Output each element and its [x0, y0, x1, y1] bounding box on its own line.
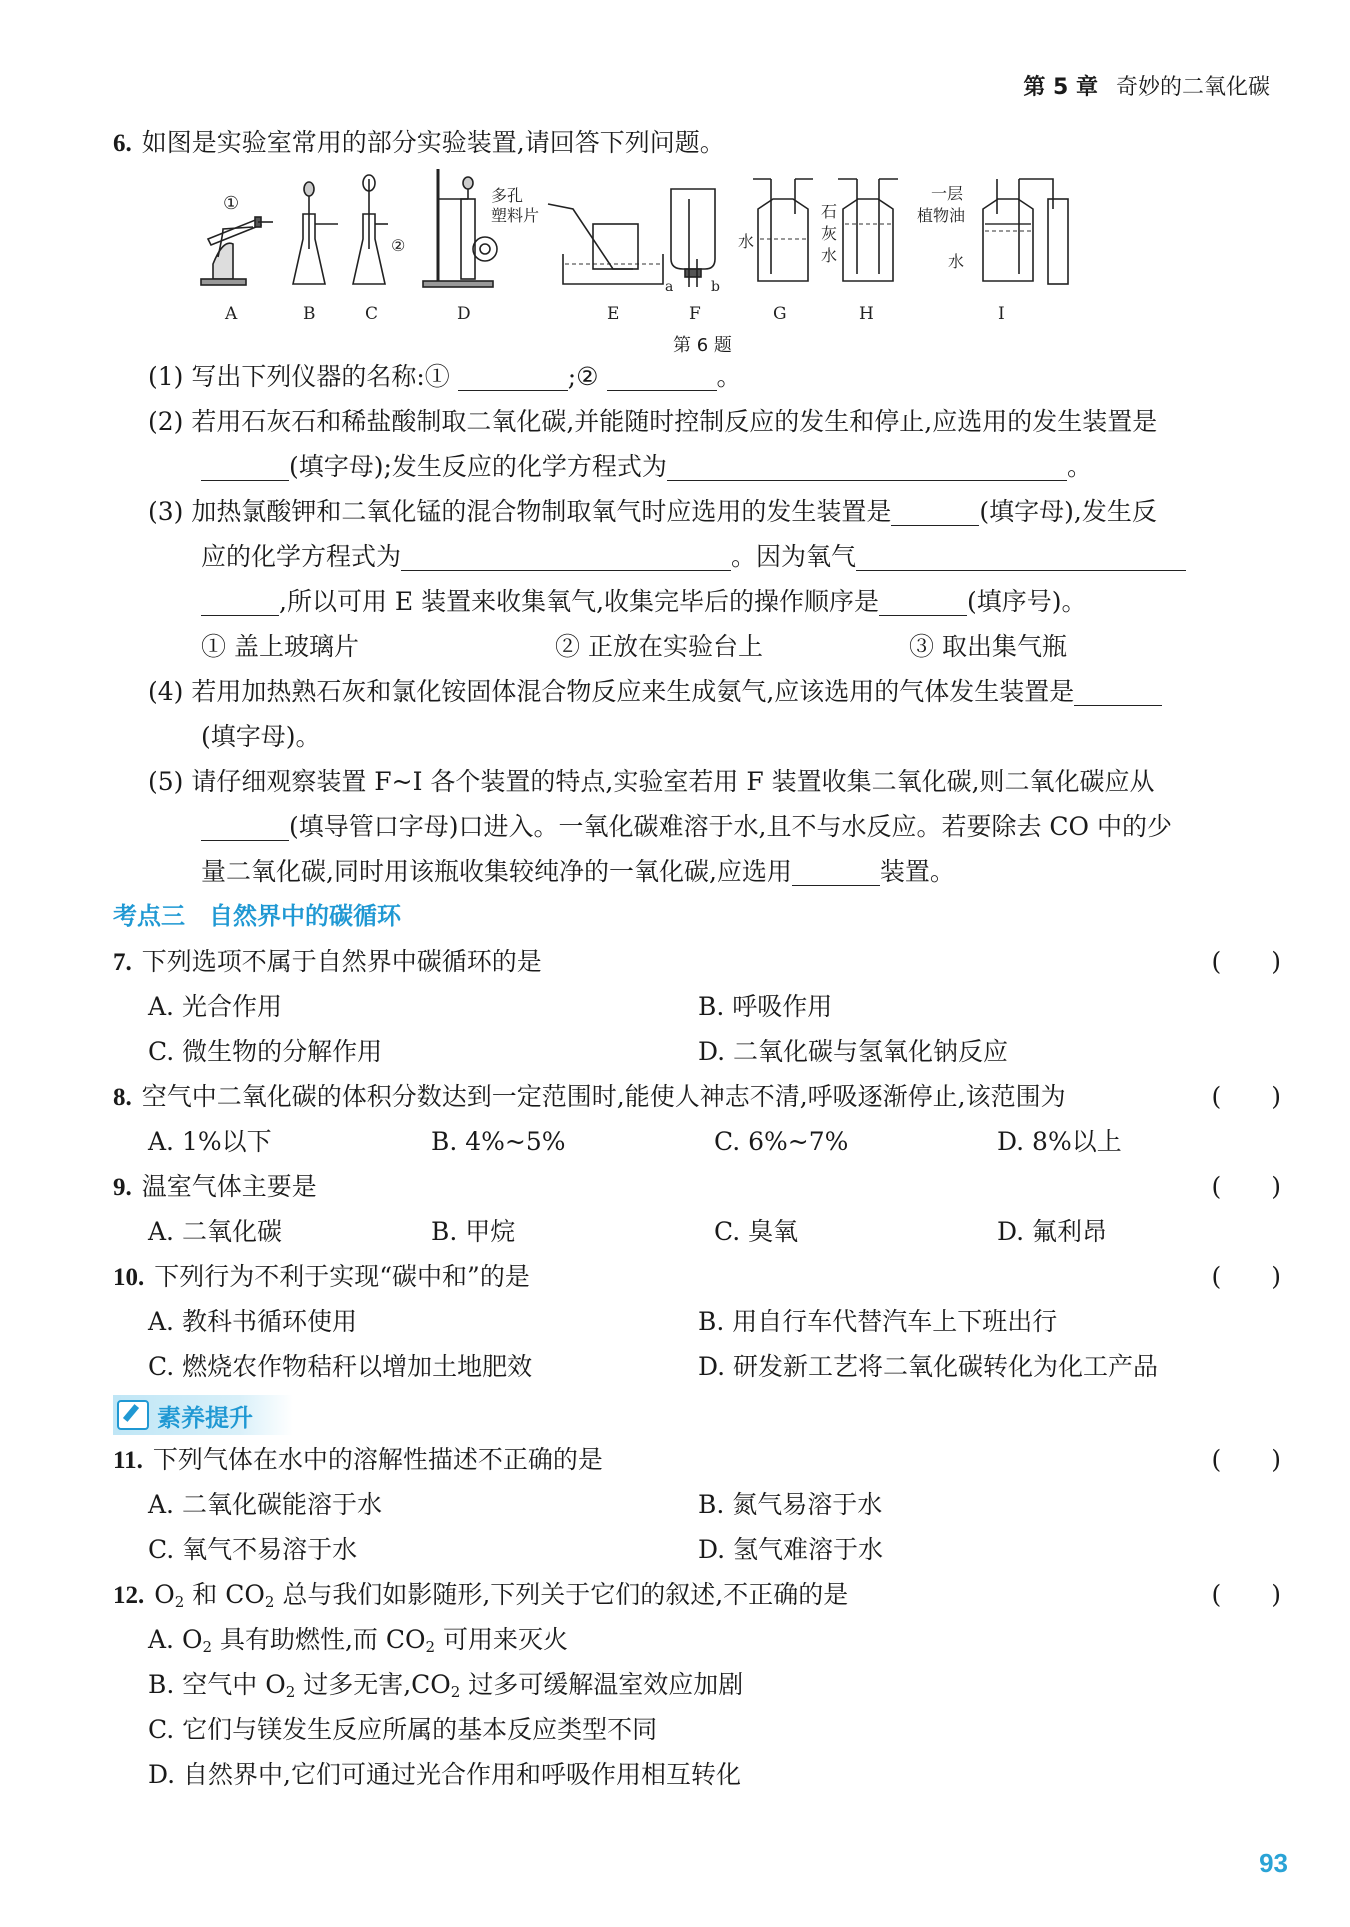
option-d[interactable]: D. 氟利昂: [997, 1217, 1108, 1246]
f-port-b: b: [711, 279, 720, 295]
figure-caption: 第 6 题: [673, 335, 732, 356]
apparatus-diagram: [193, 169, 1273, 354]
option-d[interactable]: D. 氢气难溶于水: [698, 1535, 884, 1564]
option-c[interactable]: C. 氧气不易溶于水: [148, 1535, 358, 1564]
h-note-2: 灰: [821, 224, 838, 243]
label-f: F: [689, 304, 701, 324]
option-c[interactable]: C. 臭氧: [714, 1217, 799, 1246]
option-c[interactable]: C. 它们与镁发生反应所属的基本反应类型不同: [148, 1715, 658, 1744]
option: ② 正放在实验台上: [555, 632, 763, 661]
i-note-1: 一层: [931, 184, 964, 203]
q6-part-3-line-3: ,所以可用 E 装置来收集氧气,收集完毕后的操作顺序是 (填序号)。: [113, 579, 1281, 624]
page-content: [113, 120, 1281, 1797]
i-note-3: 水: [948, 252, 965, 271]
question-8-options: [113, 1119, 1281, 1164]
apparatus-a: [201, 193, 273, 324]
q6-part-5-line-1: (5) 请仔细观察装置 F~I 各个装置的特点,实验室若用 F 装置收集二氧化碳,则二氧化碳应从: [148, 767, 1155, 796]
option-a[interactable]: A. 教科书循环使用: [148, 1307, 357, 1336]
option-b[interactable]: B. 甲烷: [431, 1217, 516, 1246]
g-note: 水: [738, 232, 755, 251]
answer-parentheses[interactable]: ( ): [1211, 947, 1281, 976]
q6-part-3-options: [113, 624, 1281, 669]
answer-parentheses[interactable]: ( ): [1211, 1262, 1281, 1291]
option-d[interactable]: D. 二氧化碳与氢氧化钠反应: [698, 1037, 1009, 1066]
option-d[interactable]: D. 自然界中,它们可通过光合作用和呼吸作用相互转化: [148, 1760, 741, 1789]
apparatus-h: [821, 179, 898, 324]
option-b[interactable]: B. 4%~5%: [431, 1127, 566, 1156]
page-header: [1023, 70, 1270, 101]
label-a: A: [225, 304, 238, 324]
apparatus-e: [548, 204, 663, 324]
q6-part-1: (1) 写出下列仪器的名称:① ;② 。: [148, 362, 742, 391]
option-c[interactable]: C. 微生物的分解作用: [148, 1037, 383, 1066]
label-e: E: [607, 304, 620, 324]
option-a[interactable]: A. 二氧化碳: [148, 1217, 282, 1246]
option-a[interactable]: A. 光合作用: [148, 992, 282, 1021]
label-b: B: [303, 304, 316, 324]
pencil-icon: [117, 1400, 149, 1430]
answer-parentheses[interactable]: ( ): [1211, 1580, 1281, 1609]
answer-blank[interactable]: [201, 450, 289, 481]
question-12-stem: 12. $O_2$ 和 $CO_2$ 总与我们如影随形,下列关于它们的叙述,不正确的是 ( ): [113, 1572, 1281, 1617]
label-i: I: [998, 304, 1005, 324]
answer-blank[interactable]: [667, 450, 1067, 481]
answer-blank[interactable]: [201, 810, 289, 841]
section-banner: 素养提升: [113, 1395, 293, 1435]
option: ① 盖上玻璃片: [201, 632, 359, 661]
f-port-a: a: [665, 279, 674, 295]
h-note-3: 水: [821, 246, 838, 265]
apparatus-d: [423, 169, 539, 324]
page-number: 93: [1259, 1848, 1288, 1878]
question-7-options: [113, 984, 1281, 1029]
mark-1: ①: [223, 193, 240, 214]
answer-blank[interactable]: [458, 360, 568, 391]
answer-blank[interactable]: [879, 585, 967, 616]
option-d[interactable]: D. 8%以上: [997, 1127, 1122, 1156]
q6-part-5-line-2: (填导管口字母)口进入。一氧化碳难溶于水,且不与水反应。若要除去 CO 中的少: [113, 804, 1281, 849]
answer-parentheses[interactable]: ( ): [1211, 1445, 1281, 1474]
mark-2: ②: [391, 236, 406, 255]
h-note-1: 石: [821, 202, 838, 221]
question-11-options: [113, 1482, 1281, 1527]
d-note-2: 塑料片: [491, 206, 540, 225]
question-8-stem: 8. 空气中二氧化碳的体积分数达到一定范围时,能使人神志不清,呼吸逐渐停止,该范围为 ( ): [113, 1074, 1281, 1119]
option-b[interactable]: B. 呼吸作用: [698, 992, 833, 1021]
answer-blank[interactable]: [1074, 675, 1162, 706]
q6-part-2-line-2: (填字母);发生反应的化学方程式为 。: [113, 444, 1281, 489]
label-d: D: [457, 304, 471, 324]
apparatus-c: [353, 175, 405, 324]
option-b[interactable]: B. 氮气易溶于水: [698, 1490, 883, 1519]
q6-part-4-line-2: (填字母)。: [201, 722, 321, 751]
question-10-stem: 10. 下列行为不利于实现“碳中和”的是 ( ): [113, 1254, 1281, 1299]
label-g: G: [773, 304, 787, 324]
question-10-options: [113, 1344, 1281, 1389]
question-11-options: [113, 1527, 1281, 1572]
option-c[interactable]: C. 6%~7%: [714, 1127, 849, 1156]
question-7-options: [113, 1029, 1281, 1074]
answer-blank[interactable]: [401, 540, 731, 571]
question-7-stem: 7. 下列选项不属于自然界中碳循环的是 ( ): [113, 939, 1281, 984]
option-a[interactable]: A. 1%以下: [148, 1127, 272, 1156]
apparatus-b: [293, 182, 338, 324]
option-d[interactable]: D. 研发新工艺将二氧化碳转化为化工产品: [698, 1352, 1159, 1381]
answer-blank[interactable]: [792, 855, 880, 886]
d-note-1: 多孔: [491, 186, 524, 205]
question-9-stem: 9. 温室气体主要是 ( ): [113, 1164, 1281, 1209]
option-b[interactable]: B. 用自行车代替汽车上下班出行: [698, 1307, 1058, 1336]
q6-part-5-line-3: 量二氧化碳,同时用该瓶收集较纯净的一氧化碳,应选用 装置。: [201, 857, 955, 886]
label-c: C: [365, 304, 379, 324]
question-11-stem: 11. 下列气体在水中的溶解性描述不正确的是 ( ): [113, 1437, 1281, 1482]
question-number: 6.: [113, 130, 132, 157]
answer-blank[interactable]: [201, 585, 279, 616]
answer-blank[interactable]: [607, 360, 717, 391]
chapter-title: 奇妙的二氧化碳: [1115, 75, 1270, 100]
option: ③ 取出集气瓶: [909, 632, 1067, 661]
option-a[interactable]: A. $O_2$ 具有助燃性,而 $CO_2$ 可用来灭火: [148, 1625, 568, 1656]
i-note-2: 植物油: [917, 206, 966, 225]
option-b[interactable]: B. 空气中 $O_2$ 过多无害$,CO_2$ 过多可缓解温室效应加剧: [148, 1670, 744, 1701]
label-h: H: [859, 304, 874, 324]
apparatus-figure: [113, 169, 1281, 354]
q6-part-2-line-1: (2) 若用石灰石和稀盐酸制取二氧化碳,并能随时控制反应的发生和停止,应选用的发生装置是: [148, 407, 1158, 436]
apparatus-f: [665, 189, 720, 324]
q6-part-3-line-1: (3) 加热氯酸钾和二氧化锰的混合物制取氧气时应选用的发生装置是 (填字母),发生反: [148, 497, 1157, 526]
option-a[interactable]: A. 二氧化碳能溶于水: [148, 1490, 382, 1519]
apparatus-i: [917, 179, 1068, 324]
answer-blank[interactable]: [856, 540, 1186, 571]
q6-part-3-line-2: 应的化学方程式为 。因为氧气: [113, 534, 1281, 579]
answer-blank[interactable]: [891, 495, 979, 526]
question-6-stem: 6. 如图是实验室常用的部分实验装置,请回答下列问题。: [113, 128, 725, 157]
apparatus-g: [738, 179, 813, 324]
question-9-options: [113, 1209, 1281, 1254]
answer-parentheses[interactable]: ( ): [1211, 1172, 1281, 1201]
option-c[interactable]: C. 燃烧农作物秸秆以增加土地肥效: [148, 1352, 533, 1381]
section-title: 考点三 自然界中的碳循环: [113, 902, 401, 930]
answer-parentheses[interactable]: ( ): [1211, 1082, 1281, 1111]
q6-part-4-line-1: (4) 若用加热熟石灰和氯化铵固体混合物反应来生成氨气,应该选用的气体发生装置是: [113, 669, 1281, 714]
question-10-options: [113, 1299, 1281, 1344]
chapter-number: 第 5 章: [1023, 75, 1098, 100]
